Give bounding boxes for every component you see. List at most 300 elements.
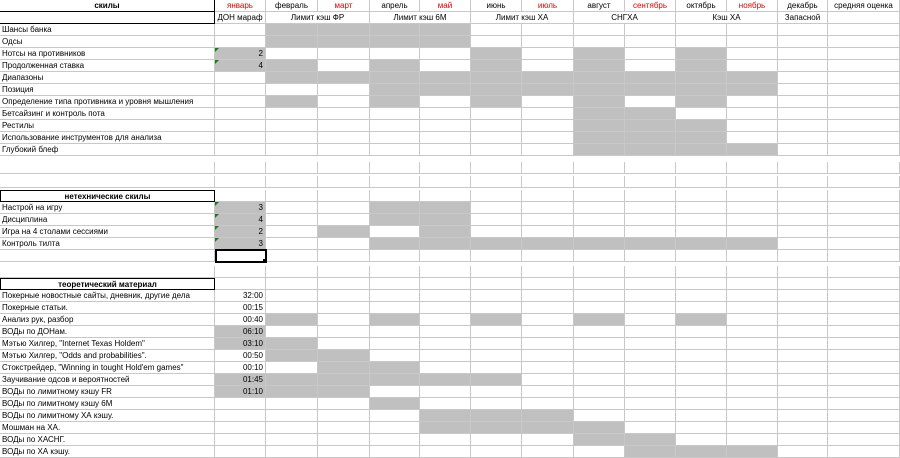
average-cell[interactable]	[828, 214, 900, 226]
empty-cell[interactable]	[471, 190, 522, 202]
plan-cell[interactable]	[727, 214, 778, 226]
value-cell[interactable]	[215, 96, 266, 108]
empty-cell[interactable]	[625, 190, 676, 202]
plan-cell[interactable]	[676, 238, 727, 250]
plan-cell[interactable]	[727, 290, 778, 302]
plan-cell[interactable]	[420, 48, 471, 60]
plan-cell[interactable]	[522, 374, 574, 386]
plan-cell[interactable]	[778, 214, 828, 226]
average-cell[interactable]	[828, 398, 900, 410]
empty-cell[interactable]	[522, 278, 574, 290]
empty-cell[interactable]	[522, 190, 574, 202]
average-cell[interactable]	[828, 60, 900, 72]
plan-cell[interactable]	[778, 350, 828, 362]
average-cell[interactable]	[828, 202, 900, 214]
plan-cell[interactable]	[727, 326, 778, 338]
skill-label[interactable]: ВОДы по ДОНам.	[0, 326, 215, 338]
month-header[interactable]: декабрь	[778, 0, 828, 12]
plan-cell[interactable]	[266, 386, 318, 398]
empty-cell[interactable]	[522, 250, 574, 262]
program-header[interactable]: Кэш ХА	[676, 12, 778, 24]
plan-cell[interactable]	[266, 144, 318, 156]
plan-cell[interactable]	[370, 374, 420, 386]
plan-cell[interactable]	[471, 374, 522, 386]
plan-cell[interactable]	[676, 302, 727, 314]
plan-cell[interactable]	[471, 120, 522, 132]
plan-cell[interactable]	[574, 96, 625, 108]
empty-cell[interactable]	[266, 176, 318, 188]
plan-cell[interactable]	[574, 338, 625, 350]
plan-cell[interactable]	[574, 314, 625, 326]
plan-cell[interactable]	[676, 132, 727, 144]
skill-label[interactable]: Игра на 4 столами сессиями	[0, 226, 215, 238]
plan-cell[interactable]	[318, 338, 370, 350]
plan-cell[interactable]	[522, 36, 574, 48]
month-header[interactable]: июль	[522, 0, 574, 12]
empty-cell[interactable]	[318, 266, 370, 278]
value-cell[interactable]: 00:10	[215, 362, 266, 374]
program-header[interactable]: СНГХА	[574, 12, 676, 24]
empty-cell[interactable]	[574, 250, 625, 262]
plan-cell[interactable]	[574, 132, 625, 144]
plan-cell[interactable]	[370, 422, 420, 434]
empty-cell[interactable]	[778, 266, 828, 278]
average-cell[interactable]	[828, 386, 900, 398]
plan-cell[interactable]	[420, 36, 471, 48]
empty-cell[interactable]	[625, 266, 676, 278]
plan-cell[interactable]	[574, 434, 625, 446]
month-header[interactable]: июнь	[471, 0, 522, 12]
plan-cell[interactable]	[574, 422, 625, 434]
plan-cell[interactable]	[370, 350, 420, 362]
empty-cell[interactable]	[828, 176, 900, 188]
empty-cell[interactable]	[420, 266, 471, 278]
empty-cell[interactable]	[574, 266, 625, 278]
plan-cell[interactable]	[266, 36, 318, 48]
plan-cell[interactable]	[778, 132, 828, 144]
empty-cell[interactable]	[471, 266, 522, 278]
plan-cell[interactable]	[471, 72, 522, 84]
plan-cell[interactable]	[471, 108, 522, 120]
plan-cell[interactable]	[522, 434, 574, 446]
plan-cell[interactable]	[676, 24, 727, 36]
plan-cell[interactable]	[574, 302, 625, 314]
plan-cell[interactable]	[574, 36, 625, 48]
average-cell[interactable]	[828, 410, 900, 422]
value-cell[interactable]	[215, 24, 266, 36]
plan-cell[interactable]	[727, 398, 778, 410]
plan-cell[interactable]	[778, 410, 828, 422]
value-cell[interactable]	[215, 72, 266, 84]
plan-cell[interactable]	[266, 120, 318, 132]
plan-cell[interactable]	[471, 24, 522, 36]
plan-cell[interactable]	[778, 238, 828, 250]
plan-cell[interactable]	[778, 362, 828, 374]
plan-cell[interactable]	[266, 238, 318, 250]
plan-cell[interactable]	[574, 238, 625, 250]
month-header[interactable]: сентябрь	[625, 0, 676, 12]
plan-cell[interactable]	[471, 326, 522, 338]
plan-cell[interactable]	[676, 60, 727, 72]
plan-cell[interactable]	[778, 60, 828, 72]
plan-cell[interactable]	[266, 290, 318, 302]
plan-cell[interactable]	[625, 350, 676, 362]
plan-cell[interactable]	[574, 84, 625, 96]
plan-cell[interactable]	[522, 398, 574, 410]
value-cell[interactable]: 00:50	[215, 350, 266, 362]
plan-cell[interactable]	[778, 314, 828, 326]
plan-cell[interactable]	[266, 422, 318, 434]
plan-cell[interactable]	[625, 120, 676, 132]
skill-label[interactable]: Определение типа противника и уровня мышления	[0, 96, 215, 108]
plan-cell[interactable]	[676, 48, 727, 60]
plan-cell[interactable]	[625, 290, 676, 302]
average-cell[interactable]	[828, 108, 900, 120]
plan-cell[interactable]	[676, 362, 727, 374]
plan-cell[interactable]	[420, 132, 471, 144]
value-cell[interactable]	[215, 36, 266, 48]
value-cell[interactable]: 4	[215, 214, 266, 226]
plan-cell[interactable]	[676, 314, 727, 326]
plan-cell[interactable]	[318, 238, 370, 250]
plan-cell[interactable]	[727, 386, 778, 398]
plan-cell[interactable]	[778, 96, 828, 108]
plan-cell[interactable]	[778, 374, 828, 386]
empty-cell[interactable]	[471, 162, 522, 174]
plan-cell[interactable]	[266, 410, 318, 422]
plan-cell[interactable]	[676, 144, 727, 156]
plan-cell[interactable]	[266, 374, 318, 386]
empty-cell[interactable]	[676, 190, 727, 202]
empty-cell[interactable]	[318, 176, 370, 188]
plan-cell[interactable]	[318, 302, 370, 314]
plan-cell[interactable]	[318, 214, 370, 226]
plan-cell[interactable]	[471, 96, 522, 108]
plan-cell[interactable]	[625, 410, 676, 422]
skill-label[interactable]: Шансы банка	[0, 24, 215, 36]
empty-cell[interactable]	[778, 176, 828, 188]
average-score-header[interactable]: средняя оценка	[828, 0, 900, 12]
empty-cell[interactable]	[215, 190, 266, 202]
skill-label[interactable]: Мэтью Хилгер, "Odds and probabilities".	[0, 350, 215, 362]
plan-cell[interactable]	[727, 36, 778, 48]
empty-cell[interactable]	[625, 250, 676, 262]
empty-cell[interactable]	[215, 176, 266, 188]
plan-cell[interactable]	[370, 314, 420, 326]
plan-cell[interactable]	[522, 326, 574, 338]
plan-cell[interactable]	[318, 314, 370, 326]
plan-cell[interactable]	[727, 132, 778, 144]
plan-cell[interactable]	[522, 290, 574, 302]
plan-cell[interactable]	[370, 120, 420, 132]
program-header[interactable]: Лимит кэш ФР	[266, 12, 370, 24]
plan-cell[interactable]	[471, 350, 522, 362]
plan-cell[interactable]	[778, 84, 828, 96]
plan-cell[interactable]	[522, 202, 574, 214]
empty-cell[interactable]	[318, 278, 370, 290]
month-header[interactable]: август	[574, 0, 625, 12]
plan-cell[interactable]	[522, 214, 574, 226]
plan-cell[interactable]	[727, 84, 778, 96]
skill-label[interactable]: ВОДы по ХА кэшу.	[0, 446, 215, 458]
month-header[interactable]: январь	[215, 0, 266, 12]
plan-cell[interactable]	[370, 84, 420, 96]
plan-cell[interactable]	[727, 350, 778, 362]
plan-cell[interactable]	[318, 108, 370, 120]
plan-cell[interactable]	[574, 72, 625, 84]
plan-cell[interactable]	[266, 202, 318, 214]
empty-cell[interactable]	[727, 278, 778, 290]
plan-cell[interactable]	[266, 24, 318, 36]
plan-cell[interactable]	[420, 202, 471, 214]
empty-cell[interactable]	[727, 162, 778, 174]
plan-cell[interactable]	[625, 24, 676, 36]
plan-cell[interactable]	[266, 302, 318, 314]
average-cell[interactable]	[828, 96, 900, 108]
month-header[interactable]: март	[318, 0, 370, 12]
plan-cell[interactable]	[420, 350, 471, 362]
plan-cell[interactable]	[370, 386, 420, 398]
average-cell[interactable]	[828, 48, 900, 60]
plan-cell[interactable]	[266, 132, 318, 144]
plan-cell[interactable]	[727, 24, 778, 36]
plan-cell[interactable]	[778, 386, 828, 398]
plan-cell[interactable]	[522, 84, 574, 96]
plan-cell[interactable]	[266, 398, 318, 410]
plan-cell[interactable]	[266, 226, 318, 238]
average-cell[interactable]	[828, 226, 900, 238]
plan-cell[interactable]	[420, 374, 471, 386]
plan-cell[interactable]	[778, 202, 828, 214]
plan-cell[interactable]	[625, 398, 676, 410]
plan-cell[interactable]	[420, 326, 471, 338]
empty-cell[interactable]	[471, 250, 522, 262]
skill-label[interactable]: Мэтью Хилгер, "Internet Texas Holdem"	[0, 338, 215, 350]
plan-cell[interactable]	[522, 144, 574, 156]
empty-cell[interactable]	[370, 190, 420, 202]
empty-cell[interactable]	[266, 278, 318, 290]
plan-cell[interactable]	[727, 60, 778, 72]
plan-cell[interactable]	[676, 374, 727, 386]
plan-cell[interactable]	[727, 302, 778, 314]
plan-cell[interactable]	[471, 338, 522, 350]
empty-cell[interactable]	[471, 278, 522, 290]
plan-cell[interactable]	[471, 48, 522, 60]
plan-cell[interactable]	[625, 60, 676, 72]
plan-cell[interactable]	[522, 314, 574, 326]
plan-cell[interactable]	[266, 60, 318, 72]
plan-cell[interactable]	[625, 386, 676, 398]
skill-label[interactable]: ВОДы по лимитному кэшу FR	[0, 386, 215, 398]
average-cell[interactable]	[828, 338, 900, 350]
plan-cell[interactable]	[522, 60, 574, 72]
plan-cell[interactable]	[625, 214, 676, 226]
plan-cell[interactable]	[370, 226, 420, 238]
plan-cell[interactable]	[318, 72, 370, 84]
skill-label[interactable]: Анализ рук, разбор	[0, 314, 215, 326]
plan-cell[interactable]	[370, 338, 420, 350]
plan-cell[interactable]	[727, 120, 778, 132]
empty-cell[interactable]	[0, 162, 215, 174]
plan-cell[interactable]	[370, 326, 420, 338]
plan-cell[interactable]	[318, 132, 370, 144]
empty-cell[interactable]	[625, 176, 676, 188]
section-title-skills[interactable]: скилы	[0, 0, 215, 12]
plan-cell[interactable]	[522, 72, 574, 84]
plan-cell[interactable]	[266, 314, 318, 326]
plan-cell[interactable]	[522, 362, 574, 374]
plan-cell[interactable]	[420, 398, 471, 410]
plan-cell[interactable]	[318, 24, 370, 36]
plan-cell[interactable]	[266, 362, 318, 374]
skill-label[interactable]: Дисциплина	[0, 214, 215, 226]
empty-cell[interactable]	[574, 278, 625, 290]
program-header[interactable]: Запасной	[778, 12, 828, 24]
empty-cell[interactable]	[266, 162, 318, 174]
plan-cell[interactable]	[471, 202, 522, 214]
plan-cell[interactable]	[370, 398, 420, 410]
empty-cell[interactable]	[828, 12, 900, 24]
value-cell[interactable]	[215, 120, 266, 132]
plan-cell[interactable]	[471, 226, 522, 238]
average-cell[interactable]	[828, 290, 900, 302]
plan-cell[interactable]	[625, 96, 676, 108]
plan-cell[interactable]	[420, 422, 471, 434]
plan-cell[interactable]	[471, 132, 522, 144]
plan-cell[interactable]	[370, 108, 420, 120]
plan-cell[interactable]	[574, 350, 625, 362]
average-cell[interactable]	[828, 72, 900, 84]
skill-label[interactable]: Позиция	[0, 84, 215, 96]
plan-cell[interactable]	[318, 202, 370, 214]
plan-cell[interactable]	[778, 72, 828, 84]
empty-cell[interactable]	[370, 250, 420, 262]
skill-label[interactable]: Рестилы	[0, 120, 215, 132]
plan-cell[interactable]	[420, 238, 471, 250]
plan-cell[interactable]	[420, 214, 471, 226]
skill-label[interactable]: Использование инструментов для анализа	[0, 132, 215, 144]
value-cell[interactable]	[215, 410, 266, 422]
plan-cell[interactable]	[318, 226, 370, 238]
plan-cell[interactable]	[370, 96, 420, 108]
plan-cell[interactable]	[727, 226, 778, 238]
plan-cell[interactable]	[370, 72, 420, 84]
plan-cell[interactable]	[574, 326, 625, 338]
empty-cell[interactable]	[574, 190, 625, 202]
empty-cell[interactable]	[828, 266, 900, 278]
plan-cell[interactable]	[370, 302, 420, 314]
plan-cell[interactable]	[522, 350, 574, 362]
section-title-nontech[interactable]: нетехнические скилы	[0, 190, 215, 202]
value-cell[interactable]: 2	[215, 226, 266, 238]
empty-cell[interactable]	[676, 278, 727, 290]
plan-cell[interactable]	[522, 338, 574, 350]
plan-cell[interactable]	[420, 410, 471, 422]
value-cell[interactable]: 00:15	[215, 302, 266, 314]
plan-cell[interactable]	[266, 84, 318, 96]
plan-cell[interactable]	[625, 302, 676, 314]
plan-cell[interactable]	[266, 48, 318, 60]
plan-cell[interactable]	[318, 290, 370, 302]
average-cell[interactable]	[828, 24, 900, 36]
fill-handle[interactable]	[263, 259, 267, 263]
plan-cell[interactable]	[370, 132, 420, 144]
plan-cell[interactable]	[676, 36, 727, 48]
average-cell[interactable]	[828, 132, 900, 144]
plan-cell[interactable]	[318, 434, 370, 446]
plan-cell[interactable]	[318, 96, 370, 108]
plan-cell[interactable]	[471, 422, 522, 434]
plan-cell[interactable]	[522, 226, 574, 238]
plan-cell[interactable]	[471, 290, 522, 302]
empty-cell[interactable]	[676, 250, 727, 262]
plan-cell[interactable]	[625, 238, 676, 250]
value-cell[interactable]: 01:10	[215, 386, 266, 398]
value-cell[interactable]	[215, 144, 266, 156]
plan-cell[interactable]	[778, 398, 828, 410]
value-cell[interactable]: 00:40	[215, 314, 266, 326]
plan-cell[interactable]	[676, 386, 727, 398]
value-cell[interactable]: 03:10	[215, 338, 266, 350]
empty-cell[interactable]	[676, 176, 727, 188]
plan-cell[interactable]	[420, 120, 471, 132]
plan-cell[interactable]	[727, 48, 778, 60]
plan-cell[interactable]	[625, 226, 676, 238]
average-cell[interactable]	[828, 350, 900, 362]
plan-cell[interactable]	[420, 84, 471, 96]
program-header[interactable]: ДОН мараф	[215, 12, 266, 24]
empty-cell[interactable]	[727, 266, 778, 278]
plan-cell[interactable]	[266, 338, 318, 350]
empty-cell[interactable]	[727, 250, 778, 262]
plan-cell[interactable]	[370, 214, 420, 226]
plan-cell[interactable]	[370, 410, 420, 422]
average-cell[interactable]	[828, 434, 900, 446]
skill-label[interactable]: Диапазоны	[0, 72, 215, 84]
value-cell[interactable]: 2	[215, 48, 266, 60]
plan-cell[interactable]	[778, 24, 828, 36]
plan-cell[interactable]	[625, 362, 676, 374]
skill-label[interactable]: ВОДы по ХАСНГ.	[0, 434, 215, 446]
value-cell[interactable]: 3	[215, 202, 266, 214]
value-cell[interactable]: 06:10	[215, 326, 266, 338]
empty-cell[interactable]	[0, 250, 215, 262]
plan-cell[interactable]	[318, 386, 370, 398]
plan-cell[interactable]	[522, 120, 574, 132]
plan-cell[interactable]	[574, 144, 625, 156]
plan-cell[interactable]	[727, 238, 778, 250]
empty-cell[interactable]	[778, 162, 828, 174]
plan-cell[interactable]	[522, 108, 574, 120]
plan-cell[interactable]	[778, 434, 828, 446]
plan-cell[interactable]	[727, 96, 778, 108]
plan-cell[interactable]	[727, 144, 778, 156]
plan-cell[interactable]	[676, 350, 727, 362]
plan-cell[interactable]	[574, 24, 625, 36]
empty-cell[interactable]	[215, 278, 266, 290]
plan-cell[interactable]	[318, 144, 370, 156]
average-cell[interactable]	[828, 326, 900, 338]
skill-label[interactable]: Мошман на ХА.	[0, 422, 215, 434]
plan-cell[interactable]	[727, 202, 778, 214]
plan-cell[interactable]	[574, 362, 625, 374]
plan-cell[interactable]	[266, 350, 318, 362]
empty-cell[interactable]	[778, 278, 828, 290]
plan-cell[interactable]	[266, 108, 318, 120]
plan-cell[interactable]	[778, 326, 828, 338]
plan-cell[interactable]	[676, 226, 727, 238]
plan-cell[interactable]	[318, 362, 370, 374]
